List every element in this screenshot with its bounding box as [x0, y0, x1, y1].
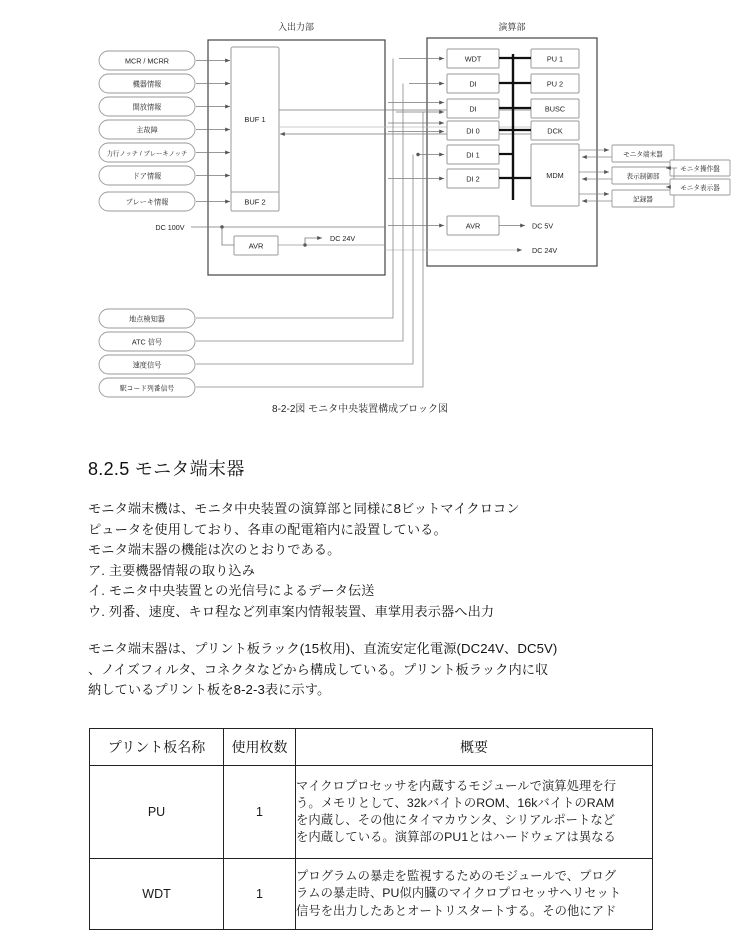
dc100v-label: DC 100V [155, 223, 185, 232]
calc-block-label: DI [469, 79, 477, 89]
input-box-label: 力行ノッチ / ブレーキノッチ [106, 150, 188, 158]
desc-line: 信号を出力したあとオートリスタートする。その他にアド [296, 903, 617, 918]
io-section-label: 入出力部 [277, 22, 315, 32]
table-cell-name: PU [90, 766, 224, 859]
dc24v-label: DC 24V [532, 246, 558, 255]
paragraph-line: 、ノイズフィルタ、コネクタなどから構成している。プリント板ラック内に収 [88, 661, 549, 677]
far-right-block-label: モニタ表示器 [680, 185, 720, 192]
calc-block-label: DI 1 [466, 150, 480, 160]
desc-line: プログラムの暴走を監視するためのモジュールで、プログ [296, 869, 617, 884]
calc-block-label: PU 2 [546, 79, 564, 89]
mdm-label: MDM [546, 171, 564, 180]
desc-line: を内蔵し、その他にタイマカウンタ、シリアルポートなど [296, 813, 616, 827]
io-avr-label: AVR [248, 241, 264, 251]
calc-block-label: PU 1 [546, 54, 564, 64]
output-block-group [612, 145, 730, 207]
input-box-label: 開放情報 [132, 102, 162, 112]
table-cell-qty: 1 [224, 859, 296, 930]
input-box-label: 機器情報 [132, 79, 162, 89]
calc-left-block-group [447, 49, 499, 188]
input-box-label: ブレーキ情報 [125, 197, 169, 207]
internal-bus-branches [499, 58, 531, 178]
document-body [88, 455, 660, 701]
buf2-label: BUF 2 [244, 197, 266, 207]
input-box-label: 速度信号 [132, 360, 162, 370]
desc-line: マイクロプロセッサを内蔵するモジュールで演算処理を行 [296, 778, 617, 793]
calc-block-label: DI [469, 104, 477, 114]
table-header-row [90, 729, 653, 766]
io-dc24v-label: DC 24V [330, 234, 356, 243]
input-box-label: MCR / MCRR [125, 56, 169, 66]
table-cell-desc [296, 766, 653, 859]
table-cell-qty: 1 [224, 766, 296, 859]
desc-line: う。メモリとして、32kバイトのROM、16kバイトのRAM [296, 795, 615, 810]
far-right-block-label: モニタ操作盤 [680, 166, 720, 173]
calc-block-label: BUSC [544, 104, 566, 114]
dc100v-to-avr [222, 227, 234, 245]
bottom-input-routing [196, 59, 423, 388]
input-box-label: 地点検知器 [129, 314, 165, 324]
input-box-group-bottom [99, 309, 195, 397]
calc-input-arrow-group [388, 59, 444, 226]
table-header-cell: 使用枚数 [224, 729, 296, 766]
calc-avr-label: AVR [465, 221, 481, 231]
paragraph-line: ア. 主要機器情報の取り込み [88, 562, 255, 578]
paragraph-2 [88, 639, 660, 701]
junction-dot [416, 153, 419, 156]
paragraph-line: イ. モニタ中央装置との光信号によるデータ伝送 [88, 583, 375, 598]
input-box-label: ATC 信号 [131, 337, 163, 347]
calc-right-block-group [531, 49, 579, 206]
paragraph-line: ピュータを使用しており、各車の配電箱内に設置している。 [88, 521, 447, 537]
calc-block-label: DI 0 [466, 126, 480, 136]
table-cell-name: WDT [90, 859, 224, 930]
calc-block-label: WDT [464, 54, 482, 64]
input-box-label: 主故障 [136, 125, 158, 135]
table-header-cell: プリント板名称 [90, 729, 224, 766]
paragraph-line: 納しているプリント板を8-2-3表に示す。 [88, 682, 331, 697]
input-box-group-top [99, 51, 195, 211]
output-block-label: モニタ端末器 [623, 151, 663, 159]
paragraph-line: モニタ端末器は、プリント板ラック(15枚用)、直流安定化電源(DC24V、DC5V) [88, 641, 558, 656]
paragraph-spacer [88, 622, 660, 639]
paragraph-1 [88, 499, 660, 622]
table-cell-desc [296, 859, 653, 930]
io-24v-arrow [305, 238, 322, 245]
table-row [90, 766, 653, 859]
section-title: 8.2.5 モニタ端末器 [88, 459, 245, 479]
table-header-cell: 概要 [296, 729, 653, 766]
output-block-label: 記録器 [633, 196, 653, 204]
paragraph-line: モニタ端末器の機能は次のとおりである。 [88, 542, 341, 557]
calc-block-label: DCK [547, 126, 563, 136]
desc-line: を内蔵している。演算部のPU1とはハードウェアは異なる [296, 830, 616, 845]
paragraph-line: モニタ端末機は、モニタ中央装置の演算部と同様に8ビットマイクロコン [88, 501, 520, 516]
figure-caption: 8-2-2図 モニタ中央装置構成ブロック図 [272, 404, 448, 415]
input-box-label: ドア情報 [132, 171, 162, 181]
input-arrow-group [196, 61, 230, 202]
calc-block-label: DI 2 [466, 174, 480, 184]
desc-line: ラムの暴走時、PU似内臓のマイクロプロセッサへリセット [296, 886, 622, 901]
dc5v-label: DC 5V [532, 221, 554, 231]
print-board-table [89, 728, 653, 930]
output-block-label: 表示制御部 [626, 173, 660, 181]
block-diagram [0, 0, 740, 430]
calc-section-label: 演算部 [498, 22, 526, 32]
table-row [90, 859, 653, 930]
paragraph-line: ウ. 列番、速度、キロ程など列車案内情報装置、車掌用表示器へ出力 [88, 603, 495, 619]
input-box-label: 駅コード列番信号 [119, 385, 175, 393]
buf1-label: BUF 1 [244, 115, 266, 124]
